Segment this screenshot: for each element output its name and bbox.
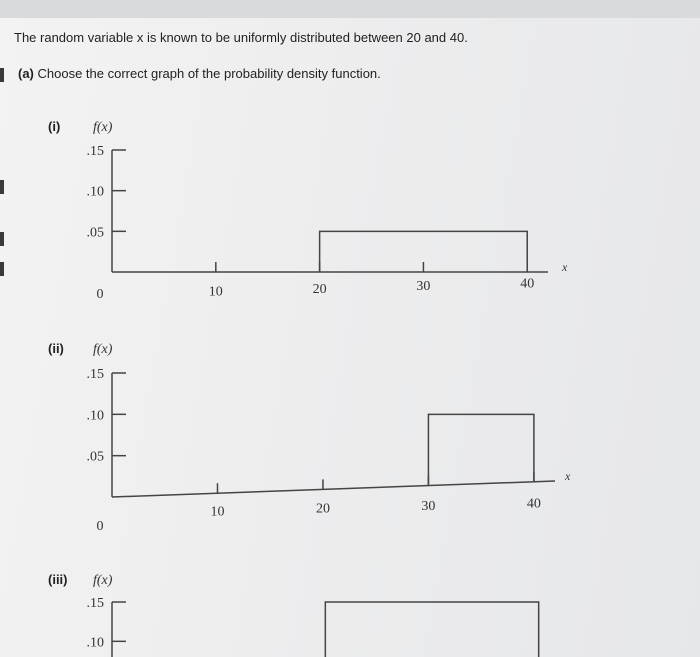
question-text: The random variable x is known to be uniformly distributed between 20 and 40. [14,30,468,45]
y-tick-label: .05 [86,225,104,241]
y-tick-label: .15 [86,144,104,159]
y-axis-label: f(x) [93,573,113,588]
density-rectangle [428,414,533,485]
y-axis-label: f(x) [93,120,113,135]
x-tick-label: 20 [312,281,327,297]
y-tick-label: .10 [86,184,104,200]
part-a-text: Choose the correct graph of the probability density function. [37,66,381,81]
part-a-label: (a) [18,66,34,81]
y-tick-label: .05 [86,449,104,465]
x-tick-label: 0 [96,287,104,302]
option-label: (iii) [48,572,68,587]
option-label: (i) [48,119,61,134]
y-tick-label: .10 [86,408,104,424]
option-label: (ii) [48,341,64,356]
x-tick-label: 10 [210,504,225,520]
x-tick-label: 20 [315,501,330,517]
y-tick-label: .15 [86,596,104,611]
x-tick-label: 0 [96,519,104,534]
x-axis-label: x [565,469,571,483]
x-tick-label: 30 [416,279,431,295]
x-tick-label: 30 [421,499,436,515]
x-axis-label: x [562,260,568,274]
y-tick-label: .10 [86,635,104,651]
x-tick-label: 40 [520,276,535,292]
y-tick-label: .15 [86,367,104,382]
x-tick-label: 10 [208,284,223,300]
density-rectangle [325,602,538,657]
x-tick-label: 40 [526,496,541,512]
x-axis-line [112,481,555,497]
y-axis-label: f(x) [93,342,113,357]
